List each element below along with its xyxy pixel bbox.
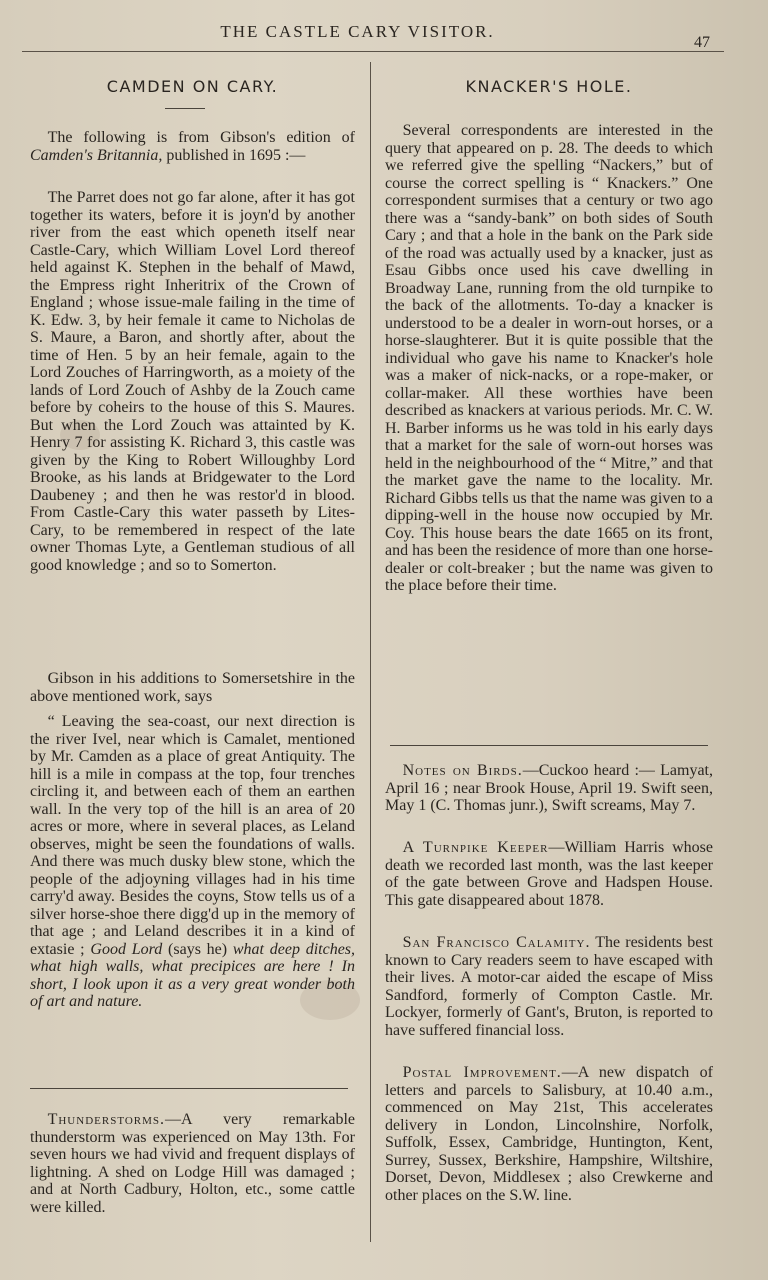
postal-body: —A new dispatch of letters and parcels to Salisbury, at 10.40 a.m., commenced on May 21st, This accelerates delivery in London, Lincolnshire, Norfolk, Suffolk, Essex, Cambridge, Huntington, Kent, Surrey, Sussex, Berkshire, Hampshire, Wiltshire, Dorset, Devon, Middlesex ; also Crewkerne and other places on the S.W. line. bbox=[385, 1064, 713, 1204]
book-title: Camden's Britannia, bbox=[30, 146, 163, 164]
column-divider bbox=[370, 62, 371, 1242]
sanfrancisco-note bbox=[385, 934, 713, 1039]
thunderstorms-note bbox=[30, 1111, 355, 1216]
quote-says: (says he) bbox=[168, 940, 228, 958]
intro-text-a: The following is from Gibson's edition of bbox=[47, 129, 355, 146]
thunderstorms-lead: Thunderstorms. bbox=[47, 1111, 166, 1128]
postal-note bbox=[385, 1064, 713, 1204]
camalet-quote bbox=[30, 713, 355, 1011]
postal-lead: Postal Improvement. bbox=[402, 1064, 562, 1081]
header-rule bbox=[22, 51, 724, 52]
birds-note bbox=[385, 762, 713, 815]
heading-ornament-rule bbox=[165, 108, 205, 109]
knackers-heading: KNACKER'S HOLE. bbox=[465, 77, 633, 96]
page-number: 47 bbox=[694, 34, 710, 51]
quote-italic-exclaim: Good Lord bbox=[90, 940, 163, 958]
turnpike-lead: A Turnpike Keeper bbox=[402, 839, 549, 856]
birds-body: —Cuckoo heard :— Lamyat, April 16 ; near Brook House, April 19. Swift seen, May 1 (C. Thomas junr.), Swift screams, May 7. bbox=[385, 762, 713, 814]
intro-text-b: published in 1695 :— bbox=[166, 146, 306, 164]
sanfrancisco-lead: San Francisco Calamity. bbox=[402, 934, 591, 951]
quote-text: “ Leaving the sea-coast, our next direction is the river Ivel, near which is Camalet, mentioned by Mr. Camden as a place of great Antiquity. The hill is a mile in compass at the top, four trenches circling it, and between each of them an earthen wall. In the very top of the hill is an area of 20 acres or more, where in several places, as Leland observes, might be seen the foundations of walls. And there was much dusky blew stone, which the people of the adjoyning villages had in his time carry'd away. Besides the coyns, Stow tells us of a silver horse-shoe there digg'd up in the memory of that age ; and Leland describes it in a kind of extasie ; bbox=[30, 713, 355, 958]
quote-italic-ending: what deep ditches, what high walls, what precipices are here ! In short, I look upon it as a very great wonder both of art and nature. bbox=[30, 940, 356, 1010]
camden-intro bbox=[30, 129, 355, 164]
birds-lead: Notes on Birds. bbox=[402, 762, 523, 779]
section-separator bbox=[390, 745, 708, 746]
section-separator bbox=[30, 1088, 348, 1089]
parret-paragraph: The Parret does not go far alone, after it has got together its waters, before it is joyn'd by another river from the east which openeth itself near Castle-Cary, which William Lovel Lord thereof held against K. Stephen in the behalf of Mawd, the Empress right Inheritrix of the Crown of England ; whose issue-male failing in the time of K. Edw. 3, by heir female it came to Nicholas de S. Maure, a Baron, and shortly after, about the time of Hen. 5 by an heir female, again to the Lord Zouches of Harringworth, as a moiety of the lands of Lord Zouch of Ashby de la Zouch came before by coheirs to the house of this S. Maures. But when the Lord Zouch was attainted by K. Henry 7 for assisting K. Richard 3, this castle was given by the King to Robert Willoughby Lord Brooke, as his lands at Bridgewater to the Lord Daubeney ; and then he was restor'd in blood. From Castle-Cary this water passeth by Lites-Cary, to be remembered in respect of the late owner Thomas Lyte, a Gentleman studious of all good knowledge ; and so to Somerton. bbox=[30, 189, 355, 574]
turnpike-note bbox=[385, 839, 713, 909]
turnpike-body: —William Harris whose death we recorded last month, was the last keeper of the gate between Grove and Hadspen House. This gate disappeared about 1878. bbox=[385, 839, 713, 909]
gibson-paragraph: Gibson in his additions to Somersetshire in the above mentioned work, says bbox=[30, 670, 355, 705]
running-title: THE CASTLE CARY VISITOR. bbox=[220, 22, 495, 41]
knackers-paragraph: Several correspondents are interested in the query that appeared on p. 28. The deeds to which we referred give the spelling “Nackers,” but of course the correct spelling is “ Knackers.” One correspondent surmises that a century or two ago there was a “sandy-bank” on both sides of South Cary ; and that a hole in the bank on the Park side of the road was actually used by a knacker, just as Esau Gibbs once used his cave dwelling in Broadway Lane, running from the old turnpike to the back of the allotments. To-day a knacker is understood to be a dealer in worn-out horses, or a horse-slaughterer. But it is quite possible that the individual who gave his name to Knacker's hole was a maker of nick-nacks, or a rope-maker, or collar-maker. All these worthies have been described as knackers at various periods. Mr. C. W. H. Barber informs us he was told in his early days that a market for the sale of worn-out horses was held in the neighbourhood of the “ Mitre,” and that the market gave the name to the locality. Mr. Richard Gibbs tells us that the name was given to a dipping-well in the house now occupied by Mr. Coy. This house bears the date 1665 on its front, and has been the residence of more than one horse-dealer or colt-breaker ; but the name was given to the place before their time. bbox=[385, 122, 713, 594]
sanfrancisco-body: The residents best known to Cary readers seem to have escaped with their lives. A motor-car aided the escape of Miss Sandford, formerly of Compton Castle. Mr. Lockyer, formerly of Gant's, Bruton, is reported to have suffered financial loss. bbox=[385, 934, 713, 1039]
thunderstorms-body: —A very remarkable thunderstorm was experienced on May 13th. For seven hours we had vivid and frequent displays of lightning. A shed on Lodge Hill was damaged ; and at North Cadbury, Holton, etc., some cattle were killed. bbox=[30, 1111, 355, 1216]
camden-heading: CAMDEN ON CARY. bbox=[106, 77, 279, 96]
